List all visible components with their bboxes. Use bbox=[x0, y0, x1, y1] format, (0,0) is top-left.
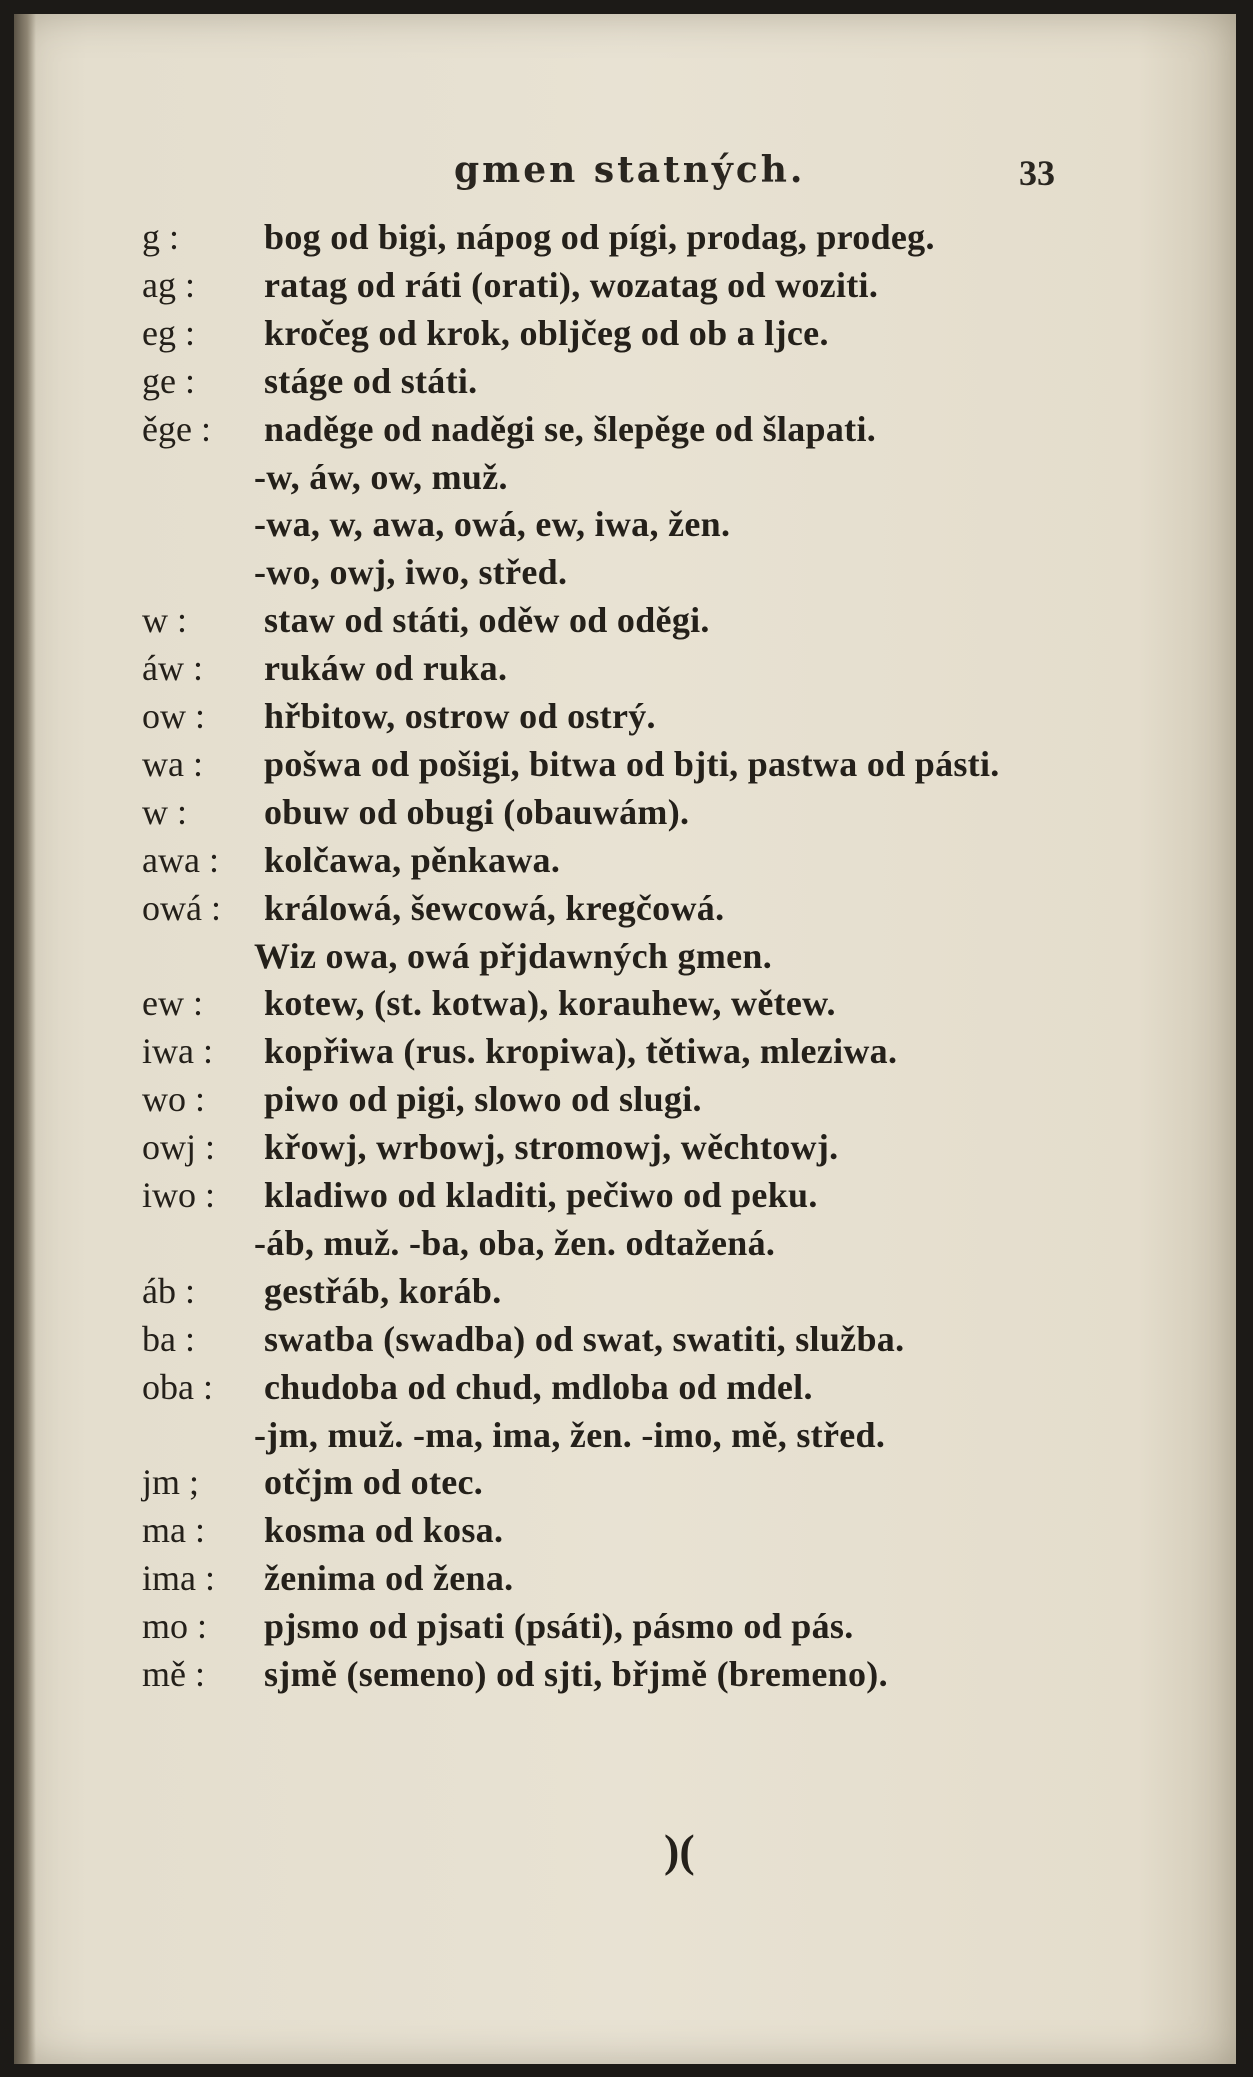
entry-text: rukáw od ruka. bbox=[264, 648, 508, 689]
entry-text: pošwa od pošigi, bitwa od bjti, pastwa od pásti. bbox=[264, 743, 1000, 784]
entry-line bbox=[14, 743, 1236, 791]
entry-text: Wiz owa, owá přjdawných gmen. bbox=[254, 935, 773, 976]
entry-text: ženima od žena. bbox=[264, 1558, 514, 1599]
entry-line bbox=[14, 1270, 1236, 1318]
entry-text: -wo, owj, iwo, střed. bbox=[254, 552, 568, 593]
entry-line bbox=[14, 264, 1236, 312]
entry-suffix: ěge : bbox=[142, 408, 211, 449]
entry-suffix: w : bbox=[142, 791, 187, 832]
entry-suffix: g : bbox=[142, 217, 180, 257]
entry-suffix: eg : bbox=[142, 312, 195, 353]
section-heading-line bbox=[14, 1414, 1236, 1462]
entry-line bbox=[14, 1078, 1236, 1126]
entry-suffix: w : bbox=[142, 600, 187, 641]
entry-text: kosma od kosa. bbox=[264, 1510, 504, 1551]
entry-text: sjmě (semeno) od sjti, břjmě (bremeno). bbox=[264, 1654, 888, 1694]
entry-line bbox=[14, 1318, 1236, 1366]
running-header: gmen statných. bbox=[454, 149, 806, 191]
entry-line bbox=[14, 647, 1236, 695]
entry-line bbox=[14, 1366, 1236, 1414]
entry-text: bog od bigi, nápog od pígi, prodag, prodeg. bbox=[264, 217, 935, 257]
entry-suffix: wo : bbox=[142, 1079, 205, 1120]
entry-line bbox=[14, 695, 1236, 743]
entry-text: obuw od obugi (obauwám). bbox=[264, 791, 690, 832]
entry-line bbox=[14, 1126, 1236, 1174]
entry-suffix: ag : bbox=[142, 264, 195, 305]
section-heading-line bbox=[14, 456, 1236, 504]
entry-text: staw od státi, oděw od oděgi. bbox=[264, 600, 710, 641]
entry-line bbox=[14, 1509, 1236, 1557]
page-number: 33 bbox=[1019, 153, 1055, 193]
entry-text: kotew, (st. kotwa), korauhew, wětew. bbox=[264, 983, 836, 1024]
entry-line bbox=[14, 1653, 1236, 1701]
entry-line bbox=[14, 1461, 1236, 1509]
entry-text: králowá, šewcowá, kregčowá. bbox=[264, 887, 725, 928]
entry-text: ratag od ráti (orati), wozatag od woziti. bbox=[264, 264, 879, 305]
entry-suffix: mo : bbox=[142, 1606, 208, 1647]
entry-text: naděge od naděgi se, šlepěge od šlapati. bbox=[264, 408, 877, 449]
entry-suffix: mě : bbox=[142, 1654, 205, 1694]
entry-text: otčjm od otec. bbox=[264, 1462, 484, 1503]
entry-text: chudoba od chud, mdloba od mdel. bbox=[264, 1366, 813, 1407]
entry-text: kolčawa, pěnkawa. bbox=[264, 839, 561, 880]
entry-text: -áb, muž. -ba, oba, žen. odtažená. bbox=[254, 1222, 776, 1263]
entry-suffix: ma : bbox=[142, 1510, 205, 1551]
entry-line bbox=[14, 791, 1236, 839]
entry-suffix: jm ; bbox=[142, 1462, 200, 1503]
entry-text: -w, áw, ow, muž. bbox=[254, 456, 508, 497]
entry-suffix: ba : bbox=[142, 1318, 195, 1359]
entry-line bbox=[14, 216, 1236, 264]
entry-line bbox=[14, 1605, 1236, 1653]
entry-suffix: owá : bbox=[142, 887, 221, 928]
entry-text: kopřiwa (rus. kropiwa), tětiwa, mleziwa. bbox=[264, 1031, 898, 1072]
entry-suffix: awa : bbox=[142, 839, 219, 880]
entry-suffix: iwo : bbox=[142, 1175, 216, 1215]
entry-text: piwo od pigi, slowo od slugi. bbox=[264, 1079, 702, 1120]
entry-text: pjsmo od pjsati (psáti), pásmo od pás. bbox=[264, 1606, 854, 1647]
entry-text: -jm, muž. -ma, ima, žen. -imo, mě, střed. bbox=[254, 1414, 886, 1455]
entry-suffix: áb : bbox=[142, 1270, 195, 1311]
entry-suffix: áw : bbox=[142, 648, 203, 689]
entry-line bbox=[14, 599, 1236, 647]
entry-line bbox=[14, 312, 1236, 360]
entry-suffix: ge : bbox=[142, 360, 195, 401]
section-heading-line bbox=[14, 935, 1236, 983]
entry-line bbox=[14, 1174, 1236, 1222]
entry-text: stáge od státi. bbox=[264, 360, 478, 401]
entry-suffix: wa : bbox=[142, 743, 203, 784]
entry-line bbox=[14, 982, 1236, 1030]
section-heading-line bbox=[14, 551, 1236, 599]
section-heading-line bbox=[14, 503, 1236, 551]
footer-ornament: )( bbox=[664, 1825, 695, 1876]
entry-suffix: owj : bbox=[142, 1127, 216, 1168]
entry-line bbox=[14, 839, 1236, 887]
entry-text: kladiwo od kladiti, pečiwo od peku. bbox=[264, 1175, 818, 1215]
entry-line bbox=[14, 360, 1236, 408]
section-heading-line bbox=[14, 1222, 1236, 1270]
entry-line bbox=[14, 887, 1236, 935]
entry-text: křowj, wrbowj, stromowj, wěchtowj. bbox=[264, 1127, 839, 1168]
entry-text: gestřáb, koráb. bbox=[264, 1270, 502, 1311]
entry-line bbox=[14, 408, 1236, 456]
entry-text: -wa, w, awa, owá, ew, iwa, žen. bbox=[254, 504, 731, 545]
entry-text: kročeg od krok, obljčeg od ob a ljce. bbox=[264, 312, 829, 353]
book-page bbox=[14, 14, 1236, 2064]
entry-suffix: iwa : bbox=[142, 1031, 213, 1072]
entry-line bbox=[14, 1030, 1236, 1078]
entry-suffix: ow : bbox=[142, 696, 205, 736]
entry-suffix: ew : bbox=[142, 983, 203, 1024]
entry-text: swatba (swadba) od swat, swatiti, služba. bbox=[264, 1318, 905, 1359]
entry-suffix: oba : bbox=[142, 1366, 213, 1407]
entry-line bbox=[14, 1557, 1236, 1605]
entry-suffix: ima : bbox=[142, 1558, 215, 1599]
entry-text: hřbitow, ostrow od ostrý. bbox=[264, 696, 656, 736]
